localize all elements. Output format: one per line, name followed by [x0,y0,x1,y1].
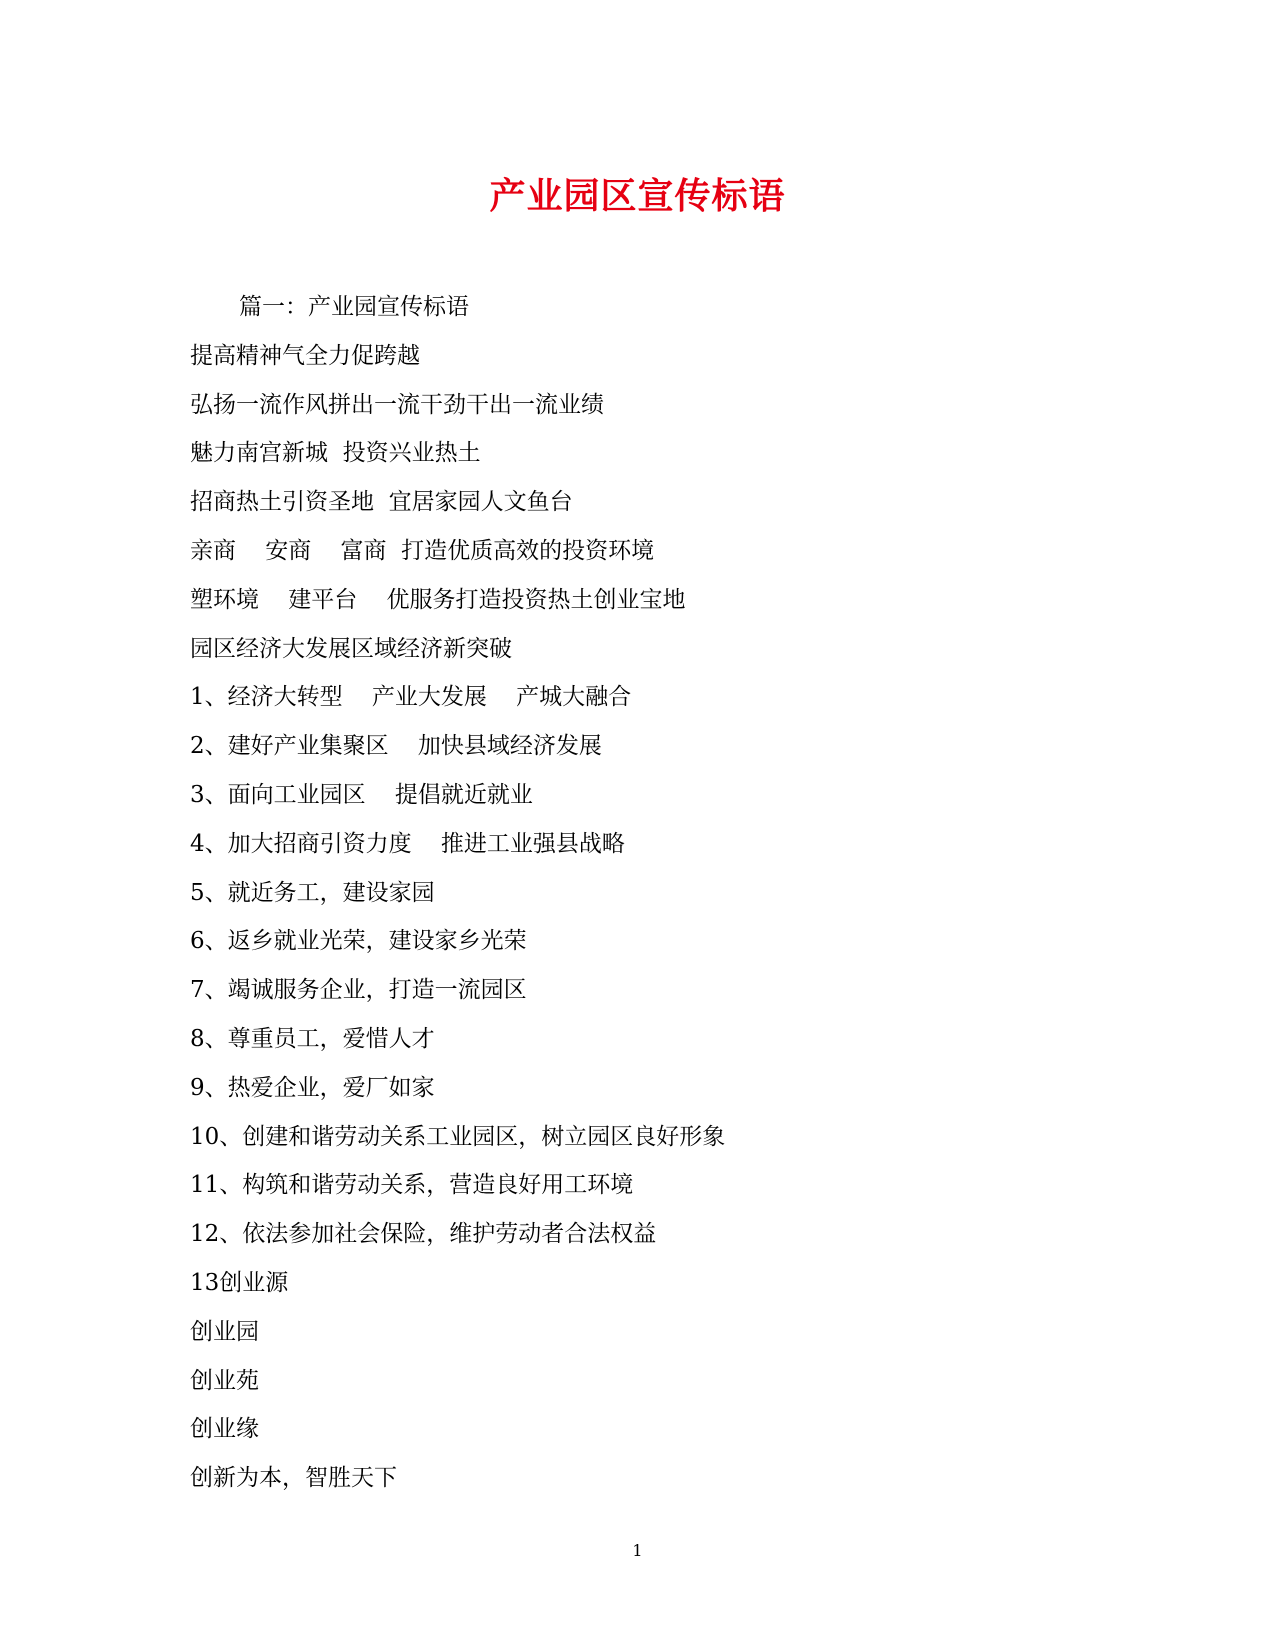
slogan-line: 7、竭诚服务企业，打造一流园区 [190,977,527,1004]
slogan-line: 园区经济大发展区域经济新突破 [190,635,512,662]
slogan-line: 亲商 安商 富商 打造优质高效的投资环境 [190,537,655,564]
slogan-list [190,283,1170,1503]
document-title: 产业园区宣传标语 [489,175,786,217]
slogan-line: 10、创建和谐劳动关系工业园区，树立园区良好形象 [190,1123,726,1150]
slogan-line: 4、加大招商引资力度 推进工业强县战略 [190,830,625,857]
slogan-line: 9、热爱企业，爱厂如家 [190,1074,435,1101]
slogan-line: 塑环境 建平台 优服务打造投资热土创业宝地 [190,586,686,613]
slogan-line: 创新为本，智胜天下 [190,1465,397,1492]
slogan-line: 5、就近务工，建设家园 [190,879,435,906]
slogan-line: 2、建好产业集聚区 加快县域经济发展 [190,733,602,760]
page-number: 1 [632,1541,643,1560]
slogan-line: 创业苑 [190,1367,259,1394]
slogan-line: 提高精神气全力促跨越 [190,342,420,369]
slogan-line: 12、依法参加社会保险，维护劳动者合法权益 [190,1221,657,1248]
slogan-line: 魅力南宫新城 投资兴业热土 [190,440,481,467]
section-heading: 篇一：产业园宣传标语 [239,294,469,320]
slogan-line: 6、返乡就业光荣，建设家乡光荣 [190,928,527,955]
slogan-line: 11、构筑和谐劳动关系，营造良好用工环境 [190,1172,634,1199]
slogan-line: 弘扬一流作风拼出一流干劲干出一流业绩 [190,391,604,418]
slogan-line: 创业园 [190,1318,259,1345]
slogan-line: 招商热土引资圣地 宜居家园人文鱼台 [190,489,573,516]
slogan-line: 13创业源 [190,1269,289,1296]
slogan-line: 3、面向工业园区 提倡就近就业 [190,781,533,808]
slogan-line: 1、经济大转型 产业大发展 产城大融合 [190,684,632,711]
slogan-line: 8、尊重员工，爱惜人才 [190,1025,435,1052]
slogan-line: 创业缘 [190,1416,259,1443]
